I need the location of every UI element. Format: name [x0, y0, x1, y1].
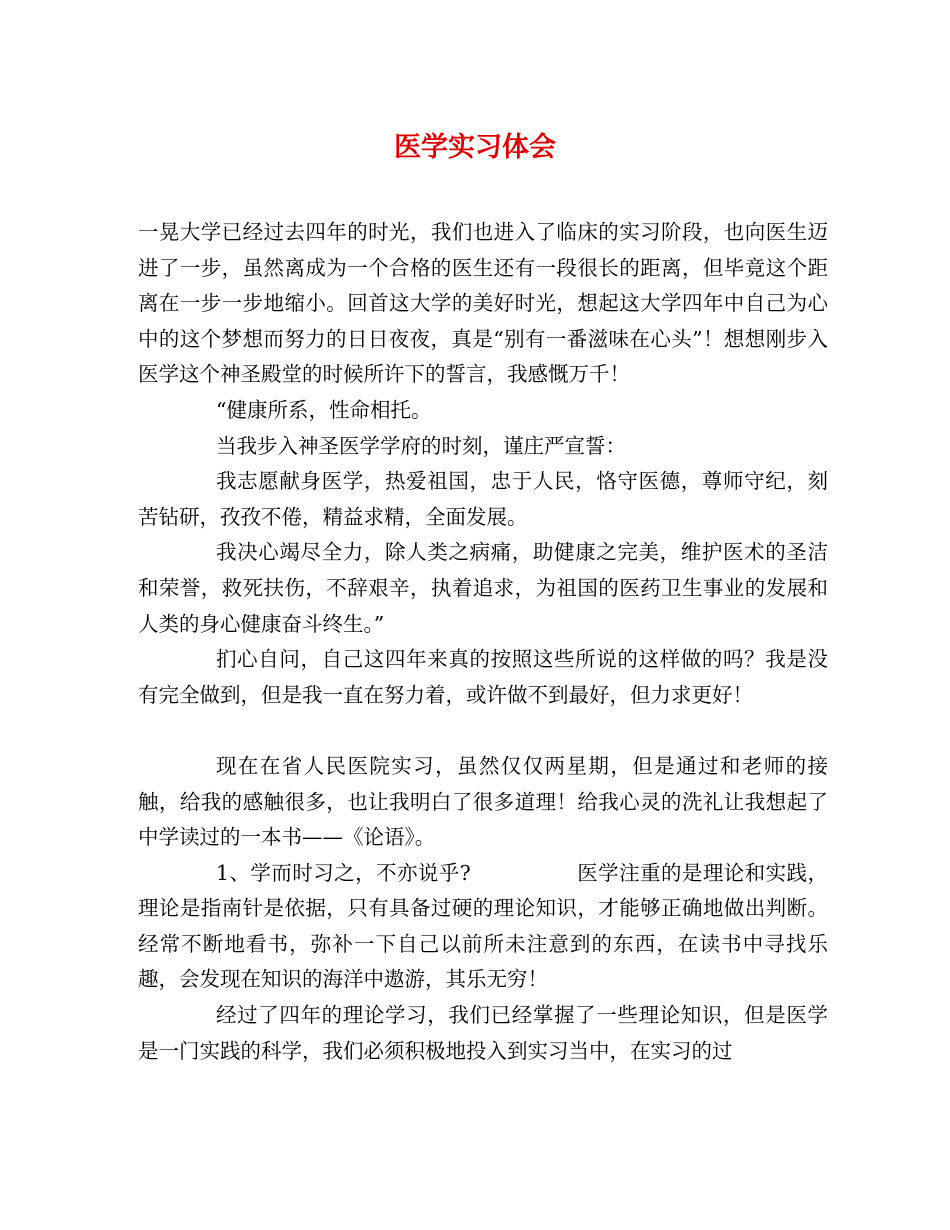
- paragraph-analects-1: [138, 856, 828, 998]
- paragraph-gap: [138, 713, 828, 749]
- analects-body: 医学注重的是理论和实践，理论是指南针是依据，只有具备过硬的理论知识，才能够正确地做出判断。经常不断地看书，弥补一下自己以前所未注意到的东西，在读书中寻找乐趣，会发现在知识的海洋中遨游，其乐无穷！: [138, 860, 828, 992]
- analects-heading: 1、学而时习之，不亦说乎?: [216, 860, 471, 885]
- paragraph-intro: 一晃大学已经过去四年的时光，我们也进入了临床的实习阶段，也向医生迈进了一步，虽然离成为一个合格的医生还有一段很长的距离，但毕竟这个距离在一步一步地缩小。回首这大学的美好时光，想起这大学四年中自己为心中的这个梦想而努力的日日夜夜，真是“别有一番滋味在心头”！想想刚步入医学这个神圣殿堂的时候所许下的誓言，我感慨万千！: [138, 220, 828, 387]
- document-title: 医学实习体会: [394, 132, 556, 163]
- document-body: [138, 215, 828, 1069]
- paragraph-internship: 现在在省人民医院实习，虽然仅仅两星期，但是通过和老师的接触，给我的感触很多，也让我明白了很多道理！给我心灵的洗礼让我想起了中学读过的一本书——《论语》。: [138, 753, 828, 850]
- paragraph-practice: 经过了四年的理论学习，我们已经掌握了一些理论知识，但是医学是一门实践的科学，我们必须积极地投入到实习当中，在实习的过: [138, 1003, 828, 1063]
- paragraph-oath-resolve: 我决心竭尽全力，除人类之病痛，助健康之完美，维护医术的圣洁和荣誉，救死扶伤，不辞艰辛，执着追求，为祖国的医药卫生事业的发展和人类的身心健康奋斗终生。”: [138, 540, 828, 636]
- paragraph-oath-start: “健康所系，性命相托。: [216, 397, 432, 422]
- paragraph-oath-pledge: 当我步入神圣医学学府的时刻，谨庄严宣誓：: [216, 433, 626, 458]
- paragraph-oath-dedication: 我志愿献身医学，热爱祖国，忠于人民，恪守医德，尊师守纪，刻苦钻研，孜孜不倦，精益求精，全面发展。: [138, 469, 828, 529]
- paragraph-reflection: 扪心自问，自己这四年来真的按照这些所说的这样做的吗？我是没有完全做到，但是我一直在努力着，或许做不到最好，但力求更好！: [138, 647, 828, 707]
